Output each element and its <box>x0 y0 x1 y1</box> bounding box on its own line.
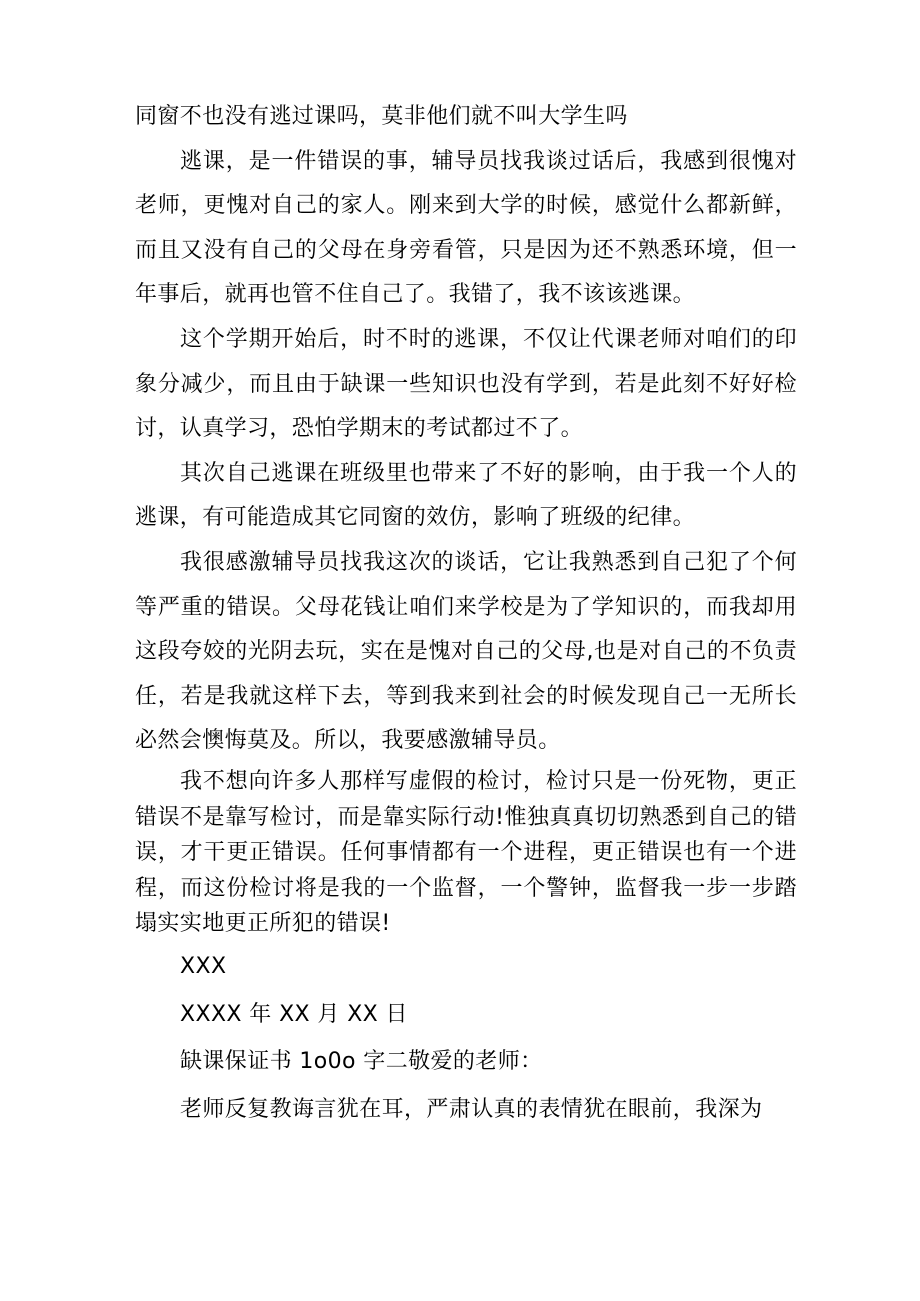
signature-date: XXXX 年 XX 月 XX 日 <box>180 1001 408 1027</box>
paragraph-commitment: 我不想向许多人那样写虚假的检讨，检讨只是一份死物，更正错误不是靠写检讨，而是靠实际行动!惟独真真切切熟悉到自己的错误，才干更正错误。任何事情都有一个进程，更正错误也有一个进程，而这份检讨将是我的一个监督，一个警钟，监督我一步一步踏塌实实地更正所犯的错误! <box>135 768 797 937</box>
signature-name: XXX <box>180 953 227 979</box>
next-document-title: 缺课保证书 1o0o 字二敬爱的老师： <box>180 1048 543 1074</box>
next-document-first-line: 老师反复教诲言犹在耳，严肃认真的表情犹在眼前，我深为 <box>180 1096 763 1122</box>
paragraph-semester-impact: 这个学期开始后，时不时的逃课，不仅让代课老师对咱们的印象分减少，而且由于缺课一些知识也没有学到，若是此刻不好好检讨，认真学习，恐怕学期末的考试都过不了。 <box>135 326 797 442</box>
paragraph-truancy-regret: 逃课，是一件错误的事，辅导员找我谈过话后，我感到很愧对老师，更愧对自己的家人。刚来到大学的时候，感觉什么都新鲜，而且又没有自己的父母在身旁看管，只是因为还不熟悉环境，但一年事后，就再也管不住自己了。我错了，我不该该逃课。 <box>135 148 797 308</box>
paragraph-continuation: 同窗不也没有逃过课吗，莫非他们就不叫大学生吗 <box>135 104 628 129</box>
paragraph-gratitude: 我很感激辅导员找我这次的谈话，它让我熟悉到自己犯了个何等严重的错误。父母花钱让咱们来学校是为了学知识的，而我却用这段夸姣的光阴去玩，实在是愧对自己的父母,也是对自己的不负责任，若是我就这样下去，等到我来到社会的时候发现自己一无所长必然会懊悔莫及。所以，我要感激辅导员。 <box>135 549 797 754</box>
document-body <box>135 95 797 1121</box>
paragraph-class-influence: 其次自己逃课在班级里也带来了不好的影响，由于我一个人的逃课，有可能造成其它同窗的效仿，影响了班级的纪律。 <box>135 460 797 531</box>
